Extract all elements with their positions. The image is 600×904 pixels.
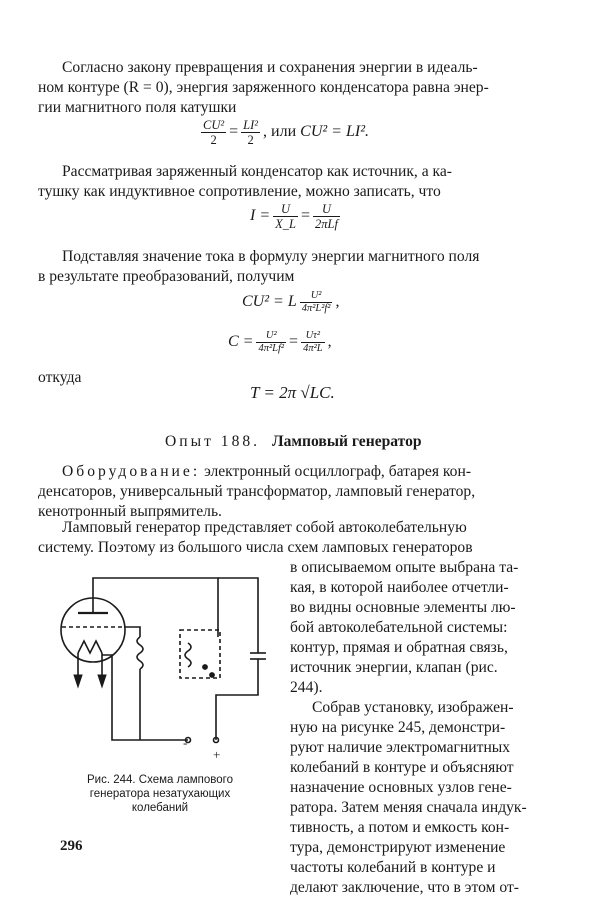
formula-thomson: T = 2π √LC. — [250, 383, 335, 402]
capacitor-top-wire — [218, 578, 258, 653]
equipment-line-2: денсаторов, универсальный трансформатор, ламповый генератор, — [38, 483, 476, 500]
filament — [78, 641, 102, 653]
fraction-u2-over-4pi2l2f2 — [300, 290, 333, 315]
formula-c-eq: C = — [228, 333, 254, 351]
experiment-heading — [165, 432, 422, 452]
experiment-label: Опыт 188. — [165, 433, 261, 450]
paragraph-3-line-2: в результате преобразований, получим — [38, 268, 295, 285]
denominator: 4π²Lf² — [258, 343, 285, 354]
numerator: U — [273, 202, 298, 217]
paragraph-1-line-2: ном контуре (R = 0), энергия заряженного конденсатора равна энер- — [38, 79, 489, 96]
formula-cu2-eq-l: CU² = L — [242, 293, 297, 311]
terminal-plus-label: + — [213, 747, 221, 762]
denominator: X_L — [275, 217, 296, 231]
arrow-down-icon — [74, 675, 82, 687]
terminal-minus-label: - — [183, 735, 188, 750]
right-col-line-13: ратора. Затем меняя сначала индук- — [290, 799, 527, 816]
right-col-line-9: ную на рисунке 245, демонстри- — [290, 719, 506, 736]
right-col-line-1: в описываемом опыте выбрана та- — [290, 559, 519, 576]
figure-caption — [60, 773, 260, 815]
numerator: U² — [256, 330, 286, 343]
fraction-cu2-over-2 — [201, 118, 226, 147]
tap-dot — [203, 665, 208, 670]
experiment-title: Ламповый генератор — [272, 433, 422, 450]
denominator: 4π²L — [303, 343, 323, 354]
fraction-li2-over-2 — [241, 118, 260, 147]
numerator: U — [313, 202, 340, 217]
formula-energy: $\frac{\text{CU²}}{2}$ = $\frac{\text{LI²}}{2}$ , или CU² = LI². — [203, 118, 369, 147]
right-col-line-7: 244). — [290, 679, 323, 696]
right-col-line-8: Собрав установку, изображен- — [312, 699, 514, 716]
denominator: 2 — [210, 133, 217, 147]
right-col-line-12: назначение основных узлов гене- — [290, 779, 512, 796]
equipment-label: Оборудование: — [62, 463, 201, 480]
fraction-u2-over-4pi2lf2 — [256, 330, 286, 355]
body-line-2: систему. Поэтому из большого числа схем ламповых генераторов — [38, 539, 473, 556]
numerator: U² — [300, 290, 333, 303]
paragraph-2-line-1: Рассматривая заряженный конденсатор как источник, а ка- — [62, 163, 453, 180]
tap-dot — [210, 673, 215, 678]
figure-caption-line-3: колебаний — [131, 802, 189, 814]
arrow-down-icon — [98, 675, 106, 687]
right-col-line-11: колебаний в контуре и объясняют — [290, 759, 514, 776]
right-col-line-14: тивность, а потом и емкость кон- — [290, 819, 510, 836]
denominator: 4π²L²f² — [301, 303, 331, 314]
right-col-line-16: частоты колебаний в контуре и — [290, 859, 496, 876]
paragraph-1-line-1: Согласно закону превращения и сохранения энергии в идеаль- — [62, 59, 478, 76]
word-otkuda: откуда — [38, 369, 82, 386]
denominator: 2πLf — [315, 217, 338, 231]
paragraph-1-line-3: гии магнитного поля катушки — [38, 99, 237, 116]
equipment-text: электронный осциллограф, батарея кон- — [204, 463, 472, 480]
right-col-line-17: делают заключение, что в этом от- — [290, 879, 519, 896]
anode-wire — [93, 578, 218, 637]
right-col-line-3: во видны основные элементы лю- — [290, 599, 516, 616]
right-col-line-2: кая, в которой наиболее отчетли- — [290, 579, 509, 596]
fraction-u-over-xl — [273, 202, 298, 231]
formula-capacitance: C = $\frac{\text{U²}}{\text{4π²Lf²}}$ = $\frac{\text{Uτ²}}{\text{4π²L}}$ , — [228, 330, 332, 354]
page-number: 296 — [60, 838, 83, 854]
tank-coil-icon — [185, 643, 191, 667]
capacitor-bottom-wire — [216, 659, 258, 740]
numerator: Uτ² — [301, 330, 325, 343]
formula-substitution: CU² = L $\frac{\text{U²}}{\text{4π²L²f²}}$ , — [242, 290, 340, 314]
fraction-utau2-over-4pi2l — [301, 330, 325, 355]
formula-current: I = $\frac{U}{X\_L}$ = $\frac{U}{\text{2πLf}}$ — [250, 202, 338, 231]
equipment-line-3: кенотронный выпрямитель. — [38, 503, 222, 520]
fraction-u-over-2pilf — [313, 202, 340, 231]
cathode-wire — [102, 655, 188, 740]
right-col-line-5: контур, прямая и обратная связь, — [290, 639, 508, 656]
right-col-line-15: тура, демонстрируют изменение — [290, 839, 506, 856]
circuit-diagram — [40, 575, 280, 765]
grid-wire — [124, 627, 140, 637]
equipment-line-1 — [62, 462, 471, 482]
right-col-line-10: руют наличие электромагнитных — [290, 739, 511, 756]
formula-cu2-eq-li2: CU² = LI². — [300, 123, 369, 141]
numerator: LI² — [243, 118, 259, 132]
numerator: CU² — [203, 118, 225, 132]
right-col-line-6: источник энергии, клапан (рис. — [290, 659, 498, 676]
body-line-1: Ламповый генератор представляет собой автоколебательную — [62, 519, 467, 536]
figure-caption-line-2: генератора незатухающих — [89, 788, 231, 800]
denominator: 2 — [247, 133, 254, 147]
right-col-line-4: бой автоколебательной системы: — [290, 619, 508, 636]
paragraph-3-line-1: Подставляя значение тока в формулу энергии магнитного поля — [62, 248, 480, 265]
formula-i-eq: I = — [250, 207, 271, 225]
feedback-coil-icon — [137, 637, 143, 669]
paragraph-2-line-2: тушку как индуктивное сопротивление, можно записать, что — [38, 183, 441, 200]
formula-or: , или — [263, 123, 297, 141]
figure-caption-line-1: Рис. 244. Схема лампового — [87, 774, 233, 786]
